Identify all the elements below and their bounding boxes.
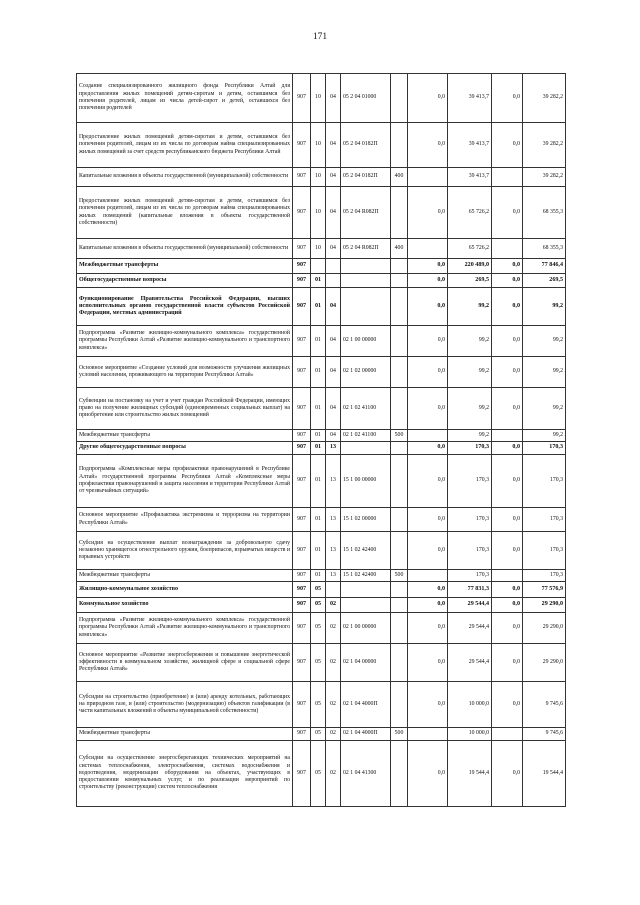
target-article-code: 02 1 04 41300 [341, 741, 391, 807]
section-code: 10 [311, 123, 326, 168]
table-row [77, 239, 566, 259]
amount-col-2: 39 413,7 [448, 123, 492, 168]
amount-col-1: 0,0 [408, 455, 448, 508]
expense-type-code [391, 442, 408, 455]
amount-col-1: 0,0 [408, 123, 448, 168]
table-row [77, 532, 566, 570]
page-number: 171 [312, 32, 328, 42]
target-article-code: 05 2 04 R082П [341, 187, 391, 239]
expense-type-code: 400 [391, 168, 408, 187]
ved-code: 907 [293, 613, 311, 644]
amount-col-3: 0,0 [492, 644, 523, 682]
subsection-code: 02 [326, 598, 341, 613]
row-name: Подпрограмма «Развитие жилищно-коммунального комплекса» государственной программы Республики Алтай «Развитие жилищно-коммунального и транспортного комплекса» [77, 326, 293, 357]
row-name: Функционирование Правительства Российской Федерации, высших исполнительных органов государственной власти субъектов Российской Федерации, местных администраций [77, 288, 293, 326]
amount-col-1: 0,0 [408, 326, 448, 357]
subsection-code [326, 274, 341, 288]
amount-col-1 [408, 239, 448, 259]
amount-col-3: 0,0 [492, 442, 523, 455]
target-article-code: 15 1 00 00000 [341, 455, 391, 508]
subsection-code: 04 [326, 187, 341, 239]
expense-type-code [391, 644, 408, 682]
amount-col-4: 19 544,4 [523, 741, 566, 807]
amount-col-2: 10 000,0 [448, 682, 492, 728]
ved-code: 907 [293, 442, 311, 455]
amount-col-3: 0,0 [492, 274, 523, 288]
table-row [77, 644, 566, 682]
amount-col-2: 99,2 [448, 357, 492, 388]
row-name: Предоставление жилых помещений детям-сиротам и детям, оставшимся без попечения родителей, лицам из их числа по договорам найма специализированных жилых помещений (капитальные вложения в объекты государственной собственности) [77, 187, 293, 239]
section-code: 01 [311, 388, 326, 430]
amount-col-2: 170,3 [448, 508, 492, 532]
target-article-code: 02 1 04 4000П [341, 682, 391, 728]
section-code: 01 [311, 442, 326, 455]
table-row [77, 728, 566, 741]
ved-code: 907 [293, 582, 311, 598]
section-code: 01 [311, 288, 326, 326]
row-name: Межбюджетные трансферты [77, 430, 293, 442]
section-code: 05 [311, 644, 326, 682]
ved-code: 907 [293, 123, 311, 168]
expense-type-code [391, 582, 408, 598]
amount-col-3: 0,0 [492, 682, 523, 728]
subsection-code: 13 [326, 455, 341, 508]
section-code: 01 [311, 508, 326, 532]
amount-col-1: 0,0 [408, 74, 448, 123]
amount-col-2: 269,5 [448, 274, 492, 288]
amount-col-4: 99,2 [523, 326, 566, 357]
amount-col-1 [408, 570, 448, 582]
target-article-code: 05 2 04 0182П [341, 123, 391, 168]
row-name: Создание специализированного жилищного фонда Республики Алтай для предоставления жилых помещений детям-сиротам и детям, оставшимся без попечения родителей, лицам из числа детей-сирот и детей, оставшихся без попечения родителей [77, 74, 293, 123]
expense-type-code: 500 [391, 430, 408, 442]
subsection-code: 04 [326, 168, 341, 187]
ved-code: 907 [293, 570, 311, 582]
amount-col-2: 10 000,0 [448, 728, 492, 741]
amount-col-2: 170,3 [448, 455, 492, 508]
ved-code: 907 [293, 259, 311, 274]
target-article-code: 05 2 04 0182П [341, 168, 391, 187]
amount-col-4: 39 282,2 [523, 168, 566, 187]
amount-col-1: 0,0 [408, 288, 448, 326]
subsection-code: 02 [326, 644, 341, 682]
amount-col-3: 0,0 [492, 187, 523, 239]
row-name: Межбюджетные трансферты [77, 570, 293, 582]
ved-code: 907 [293, 288, 311, 326]
section-code: 01 [311, 532, 326, 570]
subsection-code [326, 259, 341, 274]
amount-col-4: 269,5 [523, 274, 566, 288]
amount-col-4: 170,3 [523, 442, 566, 455]
subsection-code: 02 [326, 682, 341, 728]
amount-col-4: 170,3 [523, 532, 566, 570]
section-code: 05 [311, 582, 326, 598]
section-code: 10 [311, 168, 326, 187]
target-article-code: 02 1 00 00000 [341, 613, 391, 644]
expense-type-code [391, 455, 408, 508]
subsection-code: 04 [326, 326, 341, 357]
target-article-code: 15 1 02 42400 [341, 570, 391, 582]
amount-col-3: 0,0 [492, 123, 523, 168]
section-code: 01 [311, 326, 326, 357]
amount-col-1 [408, 168, 448, 187]
ved-code: 907 [293, 598, 311, 613]
amount-col-1: 0,0 [408, 442, 448, 455]
target-article-code [341, 288, 391, 326]
expense-type-code [391, 74, 408, 123]
ved-code: 907 [293, 455, 311, 508]
ved-code: 907 [293, 74, 311, 123]
amount-col-4: 77 846,4 [523, 259, 566, 274]
amount-col-1: 0,0 [408, 582, 448, 598]
table-row [77, 288, 566, 326]
amount-col-2: 39 413,7 [448, 168, 492, 187]
amount-col-3 [492, 570, 523, 582]
ved-code: 907 [293, 741, 311, 807]
amount-col-3 [492, 430, 523, 442]
amount-col-3: 0,0 [492, 455, 523, 508]
amount-col-3: 0,0 [492, 613, 523, 644]
amount-col-4: 170,3 [523, 508, 566, 532]
subsection-code: 13 [326, 442, 341, 455]
row-name: Подпрограмма «Комплексные меры профилактики правонарушений в Республике Алтай» государственной программы Республики Алтай «Комплексные меры профилактики правонарушений и защита населения и территории Республики Алтай от чрезвычайных ситуаций» [77, 455, 293, 508]
target-article-code [341, 274, 391, 288]
expense-type-code [391, 388, 408, 430]
section-code: 10 [311, 239, 326, 259]
amount-col-2: 170,3 [448, 570, 492, 582]
expense-type-code: 400 [391, 239, 408, 259]
table-row [77, 508, 566, 532]
amount-col-1 [408, 430, 448, 442]
table-row [77, 682, 566, 728]
target-article-code: 02 1 02 41100 [341, 388, 391, 430]
expense-type-code [391, 598, 408, 613]
section-code: 01 [311, 274, 326, 288]
amount-col-2: 29 544,4 [448, 598, 492, 613]
amount-col-1: 0,0 [408, 598, 448, 613]
ved-code: 907 [293, 187, 311, 239]
ved-code: 907 [293, 508, 311, 532]
amount-col-2: 99,2 [448, 388, 492, 430]
target-article-code: 15 1 02 00000 [341, 508, 391, 532]
amount-col-2: 29 544,4 [448, 613, 492, 644]
section-code: 05 [311, 741, 326, 807]
amount-col-3: 0,0 [492, 388, 523, 430]
subsection-code: 13 [326, 570, 341, 582]
expense-type-code: 500 [391, 570, 408, 582]
target-article-code: 05 2 04 R082П [341, 239, 391, 259]
ved-code: 907 [293, 168, 311, 187]
subsection-code: 04 [326, 388, 341, 430]
expense-type-code [391, 187, 408, 239]
subsection-code [326, 582, 341, 598]
amount-col-1: 0,0 [408, 741, 448, 807]
subsection-code: 13 [326, 508, 341, 532]
amount-col-3 [492, 168, 523, 187]
subsection-code: 02 [326, 728, 341, 741]
subsection-code: 13 [326, 532, 341, 570]
amount-col-1: 0,0 [408, 532, 448, 570]
section-code: 01 [311, 357, 326, 388]
amount-col-4: 39 282,2 [523, 123, 566, 168]
target-article-code: 15 1 02 42400 [341, 532, 391, 570]
row-name: Основное мероприятие «Создание условий для возможности улучшения жилищных условий населения, проживающего на территории Республики Алтай» [77, 357, 293, 388]
amount-col-3: 0,0 [492, 508, 523, 532]
amount-col-3: 0,0 [492, 357, 523, 388]
amount-col-2: 39 413,7 [448, 74, 492, 123]
expense-type-code [391, 357, 408, 388]
row-name: Межбюджетные трансферты [77, 259, 293, 274]
table-row [77, 455, 566, 508]
target-article-code: 02 1 04 00000 [341, 644, 391, 682]
table-row [77, 598, 566, 613]
expense-type-code [391, 682, 408, 728]
expense-type-code [391, 274, 408, 288]
table-row [77, 74, 566, 123]
amount-col-2: 99,2 [448, 430, 492, 442]
amount-col-4: 9 745,6 [523, 728, 566, 741]
section-code: 05 [311, 613, 326, 644]
row-name: Другие общегосударственные вопросы [77, 442, 293, 455]
amount-col-1: 0,0 [408, 274, 448, 288]
section-code: 05 [311, 728, 326, 741]
section-code: 10 [311, 74, 326, 123]
amount-col-2: 65 726,2 [448, 239, 492, 259]
amount-col-1: 0,0 [408, 187, 448, 239]
amount-col-2: 99,2 [448, 326, 492, 357]
subsection-code: 02 [326, 741, 341, 807]
ved-code: 907 [293, 644, 311, 682]
amount-col-1: 0,0 [408, 388, 448, 430]
section-code: 10 [311, 187, 326, 239]
amount-col-4: 29 290,0 [523, 613, 566, 644]
amount-col-4: 99,2 [523, 357, 566, 388]
amount-col-3: 0,0 [492, 288, 523, 326]
amount-col-1: 0,0 [408, 508, 448, 532]
target-article-code: 02 1 02 00000 [341, 357, 391, 388]
amount-col-1 [408, 728, 448, 741]
amount-col-4: 99,2 [523, 388, 566, 430]
amount-col-4: 29 290,0 [523, 598, 566, 613]
amount-col-3: 0,0 [492, 74, 523, 123]
table-row [77, 388, 566, 430]
subsection-code: 02 [326, 613, 341, 644]
target-article-code [341, 259, 391, 274]
amount-col-4: 68 355,3 [523, 187, 566, 239]
amount-col-3: 0,0 [492, 598, 523, 613]
subsection-code: 04 [326, 430, 341, 442]
section-code: 01 [311, 570, 326, 582]
amount-col-1: 0,0 [408, 644, 448, 682]
ved-code: 907 [293, 274, 311, 288]
amount-col-1: 0,0 [408, 613, 448, 644]
expense-type-code [391, 508, 408, 532]
amount-col-2: 99,2 [448, 288, 492, 326]
target-article-code: 02 1 02 41100 [341, 430, 391, 442]
row-name: Основное мероприятие «Развитие энергосбережения и повышение энергетической эффективности в коммунальном хозяйстве, жилищной сфере и социальной сфере Республики Алтай» [77, 644, 293, 682]
amount-col-4: 68 355,3 [523, 239, 566, 259]
ved-code: 907 [293, 239, 311, 259]
section-code: 05 [311, 598, 326, 613]
ved-code: 907 [293, 682, 311, 728]
row-name: Предоставление жилых помещений детям-сиротам и детям, оставшимся без попечения родителей, лицам из их числа по договорам найма специализированных жилых помещений за счет средств республиканского бюджета Республики Алтай [77, 123, 293, 168]
ved-code: 907 [293, 728, 311, 741]
row-name: Субсидии на строительство (приобретение) и (или) аренду котельных, работающих на природном газе, и (или) строительство (модернизацию) объектов газификации (в части капитальных вложений в объекты муниципальной собственности) [77, 682, 293, 728]
target-article-code: 02 1 00 00000 [341, 326, 391, 357]
subsection-code: 04 [326, 357, 341, 388]
row-name: Подпрограмма «Развитие жилищно-коммунального комплекса» государственной программы Республики Алтай «Развитие жилищно-коммунального и транспортного комплекса» [77, 613, 293, 644]
amount-col-3: 0,0 [492, 741, 523, 807]
row-name: Субсидии на осуществление энергосберегающих технических мероприятий на системах теплоснабжения, электроснабжения, системах водоснабжения и водоотведения, модернизации оборудования на объектах, участвующих в предоставлении коммунальных услуг, и по реализации мероприятий по строительству (реконструкции) систем теплоснабжения [77, 741, 293, 807]
table-row [77, 613, 566, 644]
amount-col-2: 170,3 [448, 442, 492, 455]
table-row [77, 582, 566, 598]
ved-code: 907 [293, 532, 311, 570]
table-row [77, 123, 566, 168]
amount-col-4: 77 576,9 [523, 582, 566, 598]
target-article-code [341, 598, 391, 613]
ved-code: 907 [293, 326, 311, 357]
amount-col-4: 170,3 [523, 570, 566, 582]
expense-type-code [391, 288, 408, 326]
expense-type-code [391, 613, 408, 644]
subsection-code: 04 [326, 74, 341, 123]
table-row [77, 274, 566, 288]
section-code: 05 [311, 682, 326, 728]
row-name: Жилищно-коммунальное хозяйство [77, 582, 293, 598]
amount-col-3 [492, 239, 523, 259]
amount-col-3: 0,0 [492, 259, 523, 274]
amount-col-4: 9 745,6 [523, 682, 566, 728]
section-code: 01 [311, 430, 326, 442]
amount-col-2: 170,3 [448, 532, 492, 570]
expense-type-code: 500 [391, 728, 408, 741]
table-row [77, 570, 566, 582]
row-name: Коммунальное хозяйство [77, 598, 293, 613]
target-article-code [341, 442, 391, 455]
amount-col-1: 0,0 [408, 682, 448, 728]
row-name: Субсидия на осуществление выплат вознаграждения за добровольную сдачу незаконно хранящегося огнестрельного оружия, боеприпасов, взрывчатых веществ и взрывных устройств [77, 532, 293, 570]
table-row [77, 357, 566, 388]
row-name: Капитальные вложения в объекты государственной (муниципальной) собственности [77, 168, 293, 187]
ved-code: 907 [293, 430, 311, 442]
amount-col-4: 99,2 [523, 430, 566, 442]
amount-col-3 [492, 728, 523, 741]
ved-code: 907 [293, 357, 311, 388]
amount-col-3: 0,0 [492, 532, 523, 570]
section-code [311, 259, 326, 274]
table-row [77, 430, 566, 442]
budget-table [76, 73, 566, 807]
row-name: Общегосударственные вопросы [77, 274, 293, 288]
subsection-code: 04 [326, 288, 341, 326]
amount-col-2: 29 544,4 [448, 644, 492, 682]
amount-col-3: 0,0 [492, 326, 523, 357]
amount-col-4: 29 290,0 [523, 644, 566, 682]
amount-col-3: 0,0 [492, 582, 523, 598]
table-row [77, 168, 566, 187]
amount-col-4: 39 282,2 [523, 74, 566, 123]
table-row [77, 326, 566, 357]
row-name: Основное мероприятие «Профилактика экстремизма и терроризма на территории Республики Алтай» [77, 508, 293, 532]
expense-type-code [391, 532, 408, 570]
target-article-code [341, 582, 391, 598]
ved-code: 907 [293, 388, 311, 430]
amount-col-4: 170,3 [523, 455, 566, 508]
amount-col-1: 0,0 [408, 259, 448, 274]
amount-col-2: 19 544,4 [448, 741, 492, 807]
target-article-code: 05 2 04 01000 [341, 74, 391, 123]
subsection-code: 04 [326, 239, 341, 259]
expense-type-code [391, 123, 408, 168]
amount-col-2: 220 489,0 [448, 259, 492, 274]
amount-col-1: 0,0 [408, 357, 448, 388]
expense-type-code [391, 741, 408, 807]
table-row [77, 442, 566, 455]
amount-col-4: 99,2 [523, 288, 566, 326]
target-article-code: 02 1 04 4000П [341, 728, 391, 741]
row-name: Капитальные вложения в объекты государственной (муниципальной) собственности [77, 239, 293, 259]
section-code: 01 [311, 455, 326, 508]
subsection-code: 04 [326, 123, 341, 168]
table-row [77, 187, 566, 239]
table-row [77, 741, 566, 807]
amount-col-2: 77 831,3 [448, 582, 492, 598]
row-name: Межбюджетные трансферты [77, 728, 293, 741]
row-name: Субвенции на постановку на учет и учет граждан Российской Федерации, имеющих право на получение жилищных субсидий (единовременных социальных выплат) на приобретение или строительство жилых помещений [77, 388, 293, 430]
expense-type-code [391, 326, 408, 357]
amount-col-2: 65 726,2 [448, 187, 492, 239]
table-row [77, 259, 566, 274]
expense-type-code [391, 259, 408, 274]
